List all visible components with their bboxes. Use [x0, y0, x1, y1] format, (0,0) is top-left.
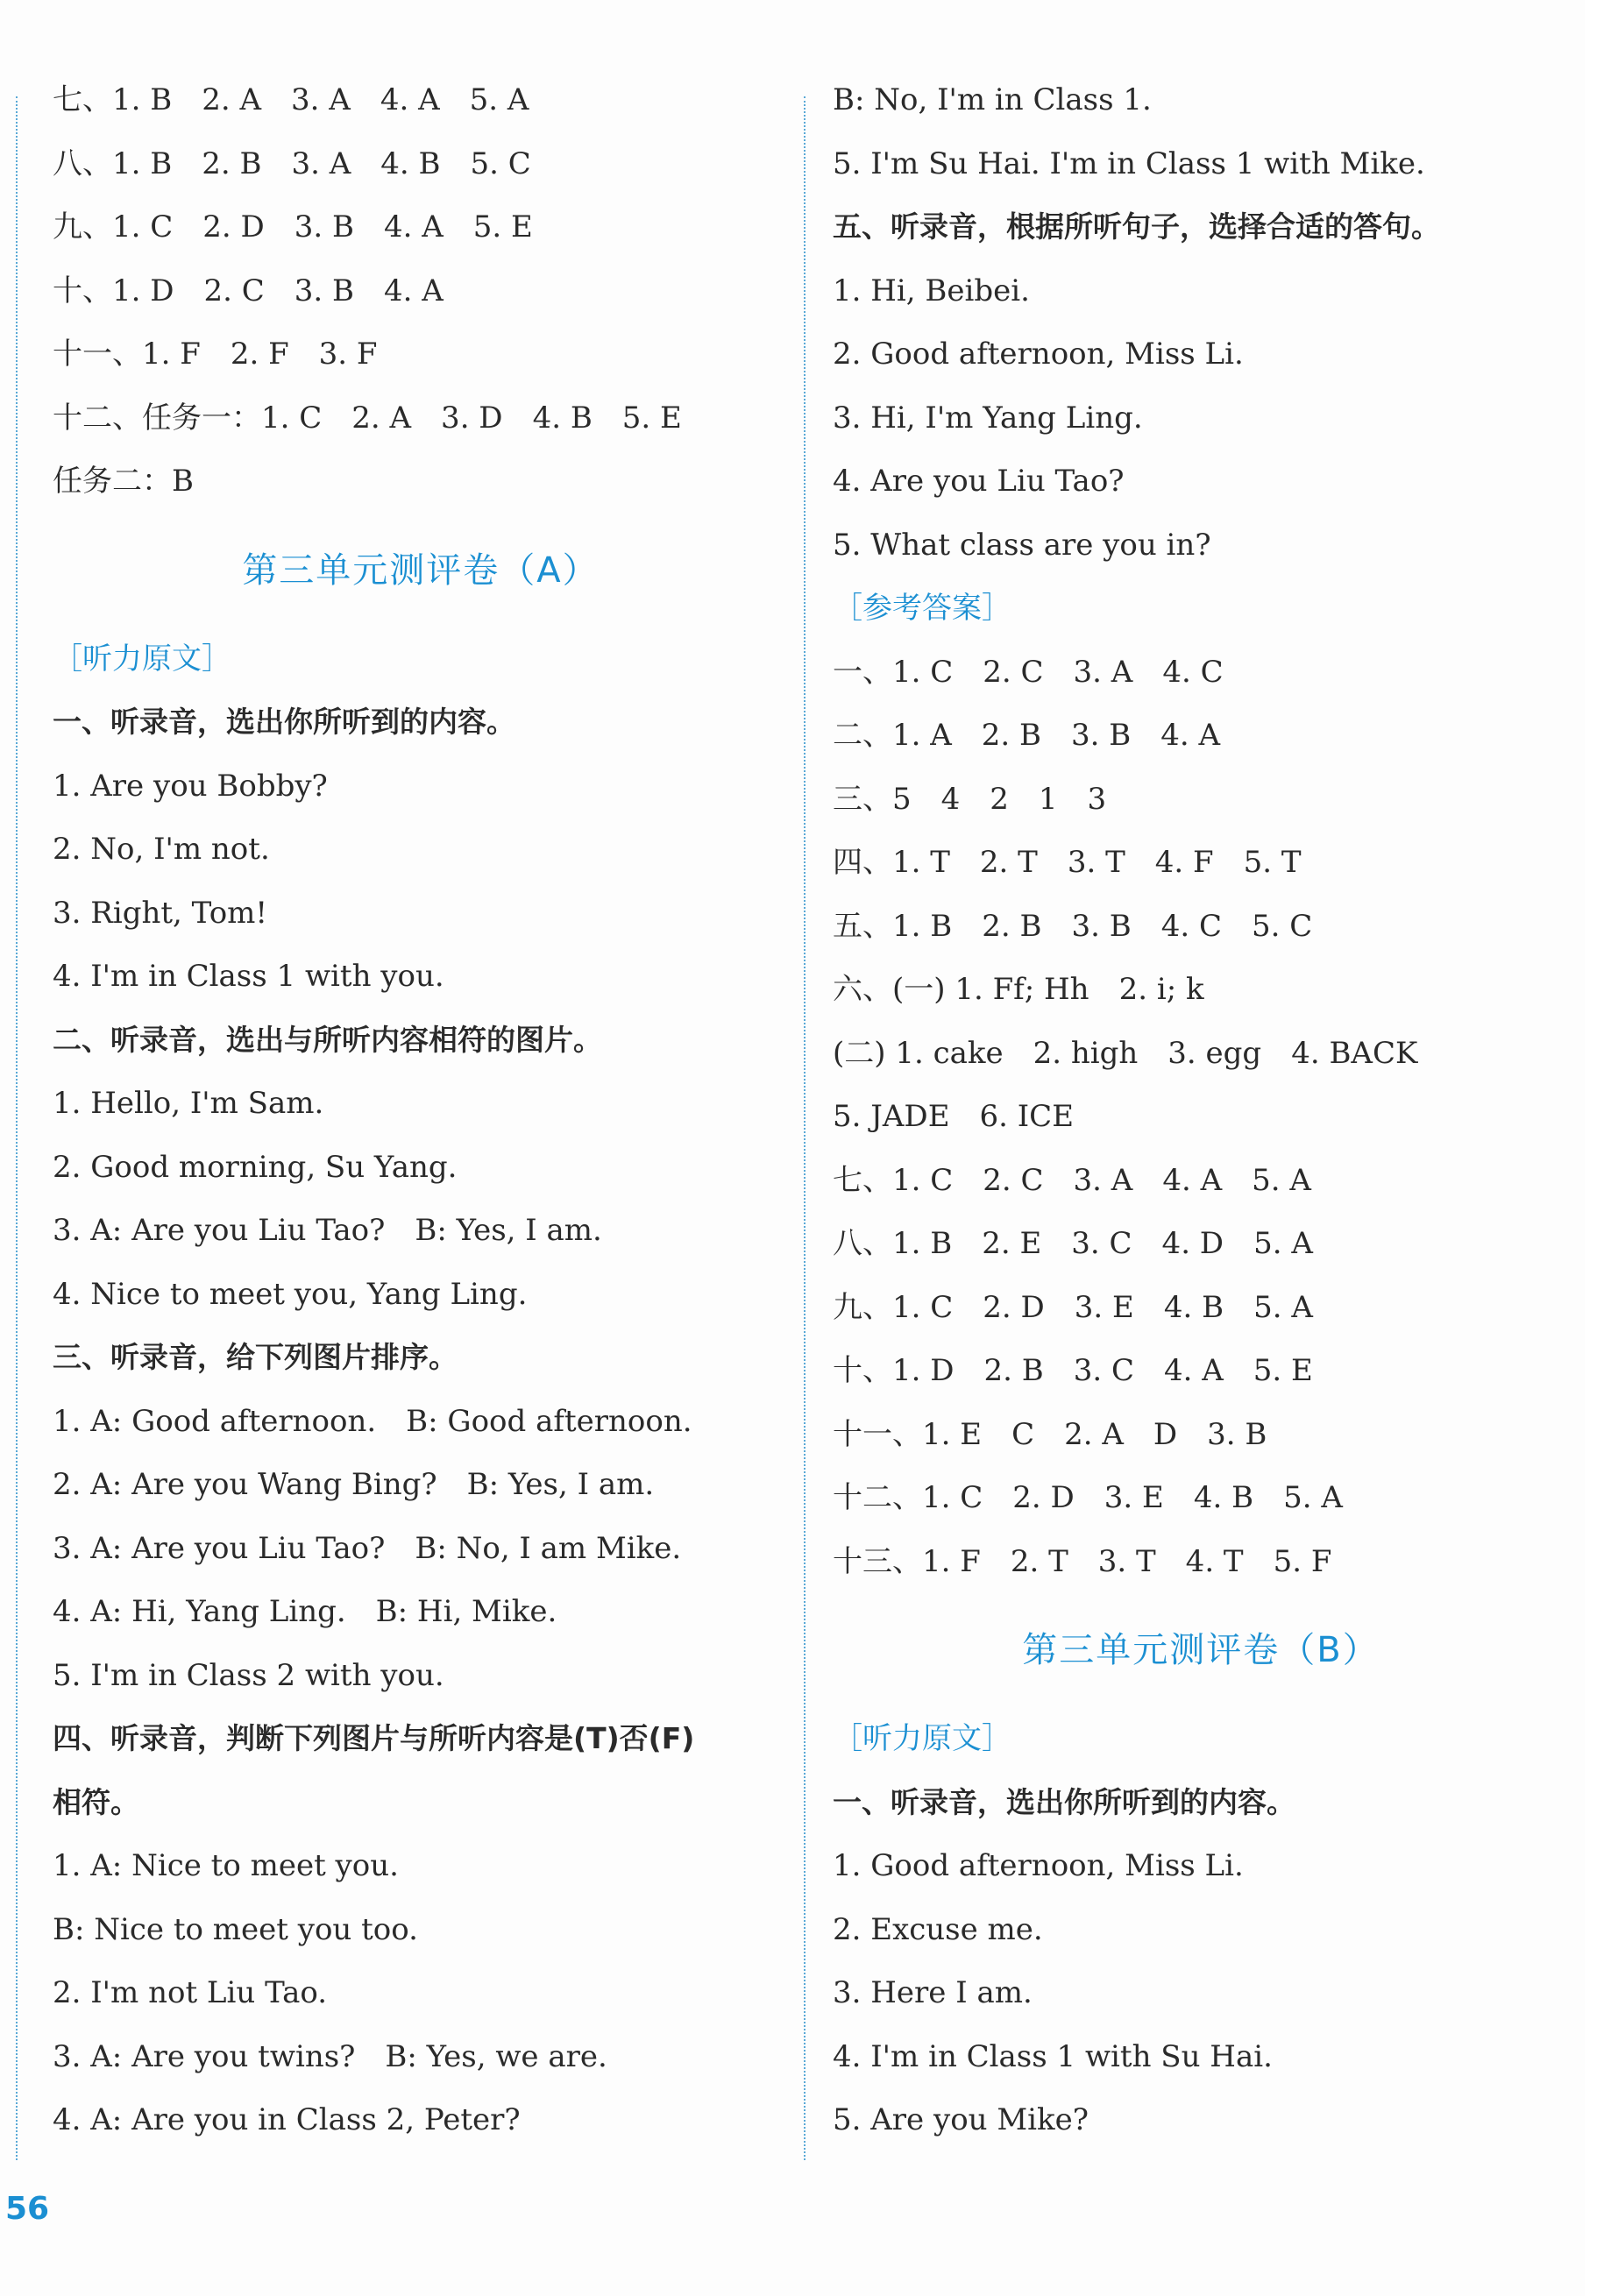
right-answer-key [833, 641, 1569, 1594]
script-line: B: No, I'm in Class 1. [833, 82, 1152, 117]
answer-line: 九、1. C 2. D 3. B 4. A 5. E [53, 209, 533, 244]
answer-line: (二) 1. cake 2. high 3. egg 4. BACK [833, 1035, 1418, 1071]
script-line: 5. I'm Su Hai. I'm in Class 1 with Mike. [833, 145, 1425, 181]
answer-line: 二、1. A 2. B 3. B 4. A [833, 718, 1221, 753]
answer-line: 七、1. C 2. C 3. A 4. A 5. A [833, 1162, 1311, 1198]
answer-line: 八、1. B 2. B 3. A 4. B 5. C [53, 145, 531, 181]
right-column [833, 68, 1569, 2152]
answer-line: 十、1. D 2. C 3. B 4. A [53, 273, 444, 308]
left-margin-line [16, 96, 18, 2160]
answer-line: 十二、1. C 2. D 3. E 4. B 5. A [833, 1480, 1343, 1515]
script-line: 3. Right, Tom! [53, 895, 268, 931]
answer-line: 八、1. B 2. E 3. C 4. D 5. A [833, 1226, 1313, 1261]
script-line: 1. Hi, Beibei. [833, 273, 1030, 308]
script-line: 3. Here I am. [833, 1975, 1033, 2010]
answer-line: 十二、任务一：1. C 2. A 3. D 4. B 5. E [53, 400, 682, 436]
question-heading: 三、听录音，给下列图片排序。 [53, 1340, 458, 1374]
script-line: 4. Nice to meet you, Yang Ling. [53, 1276, 528, 1312]
answer-line: 十三、1. F 2. T 3. T 4. T 5. F [833, 1543, 1332, 1579]
listening-script-tag: ［听力原文］ [53, 641, 231, 677]
left-answers-top [53, 68, 789, 514]
script-line: 4. I'm in Class 1 with you. [53, 959, 444, 994]
question-heading: 四、听录音，判断下列图片与所听内容是(T)否(F) [53, 1721, 695, 1755]
script-line: 4. I'm in Class 1 with Su Hai. [833, 2038, 1273, 2074]
script-line: 3. A: Are you Liu Tao? B: Yes, I am. [53, 1213, 602, 1248]
script-line: 4. A: Hi, Yang Ling. B: Hi, Mike. [53, 1594, 557, 1629]
answer-line: 十一、1. E C 2. A D 3. B [833, 1416, 1267, 1452]
answer-line: 十一、1. F 2. F 3. F [53, 337, 378, 372]
answer-line: 七、1. B 2. A 3. A 4. A 5. A [53, 82, 529, 117]
left-listening-lines [53, 691, 789, 2152]
question-heading: 一、听录音，选出你所听到的内容。 [53, 705, 515, 739]
script-line: 1. A: Nice to meet you. [53, 1848, 399, 1883]
answer-line: 三、5 4 2 1 3 [833, 781, 1107, 817]
script-line: 3. A: Are you Liu Tao? B: No, I am Mike. [53, 1530, 682, 1566]
script-line: 3. A: Are you twins? B: Yes, we are. [53, 2038, 607, 2074]
script-line: 1. Good afternoon, Miss Li. [833, 1848, 1244, 1883]
script-line: 5. I'm in Class 2 with you. [53, 1657, 444, 1693]
script-line: 2. Good morning, Su Yang. [53, 1149, 458, 1185]
section-title-unit3-b: 第三单元测评卷（B） [1022, 1630, 1380, 1670]
left-column [53, 68, 789, 2152]
answer-line: 九、1. C 2. D 3. E 4. B 5. A [833, 1289, 1313, 1325]
question-heading: 相符。 [53, 1784, 139, 1819]
script-line: 4. A: Are you in Class 2, Peter? [53, 2102, 521, 2137]
answer-line: 六、(一) 1. Ff; Hh 2. i; k [833, 972, 1204, 1007]
script-line: 2. A: Are you Wang Bing? B: Yes, I am. [53, 1467, 655, 1502]
script-line: 2. Excuse me. [833, 1911, 1043, 1947]
script-line: 2. No, I'm not. [53, 832, 270, 867]
script-line: 3. Hi, I'm Yang Ling. [833, 400, 1143, 436]
script-line: 5. What class are you in? [833, 527, 1211, 563]
right-listening-lines-bottom [833, 1771, 1569, 2152]
script-line: 1. Hello, I'm Sam. [53, 1086, 324, 1121]
answer-line: 一、1. C 2. C 3. A 4. C [833, 654, 1224, 690]
question-heading: 五、听录音，根据所听句子，选择合适的答句。 [833, 209, 1440, 244]
script-line: 2. I'm not Liu Tao. [53, 1975, 328, 2010]
script-line: 1. Are you Bobby? [53, 768, 328, 804]
answer-line: 五、1. B 2. B 3. B 4. C 5. C [833, 908, 1313, 944]
right-listening-lines-top [833, 68, 1569, 577]
script-line: 5. Are you Mike? [833, 2102, 1089, 2137]
listening-script-tag-b: ［听力原文］ [833, 1721, 1011, 1756]
column-divider [804, 96, 806, 2160]
question-heading: 一、听录音，选出你所听到的内容。 [833, 1784, 1295, 1819]
answer-line: 十、1. D 2. B 3. C 4. A 5. E [833, 1353, 1313, 1388]
script-line: 2. Good afternoon, Miss Li. [833, 337, 1244, 372]
answer-line: 四、1. T 2. T 3. T 4. F 5. T [833, 845, 1302, 880]
answer-line: 任务二：B [53, 464, 194, 499]
section-title-unit3-a: 第三单元测评卷（A） [242, 549, 600, 591]
script-line: B: Nice to meet you too. [53, 1911, 418, 1947]
answer-line: 5. JADE 6. ICE [833, 1099, 1075, 1134]
page-number: 56 [5, 2191, 50, 2227]
script-line: 1. A: Good afternoon. B: Good afternoon. [53, 1403, 692, 1439]
script-line: 4. Are you Liu Tao? [833, 464, 1125, 499]
question-heading: 二、听录音，选出与所听内容相符的图片。 [53, 1022, 602, 1057]
answer-key-tag: ［参考答案］ [833, 591, 1011, 626]
